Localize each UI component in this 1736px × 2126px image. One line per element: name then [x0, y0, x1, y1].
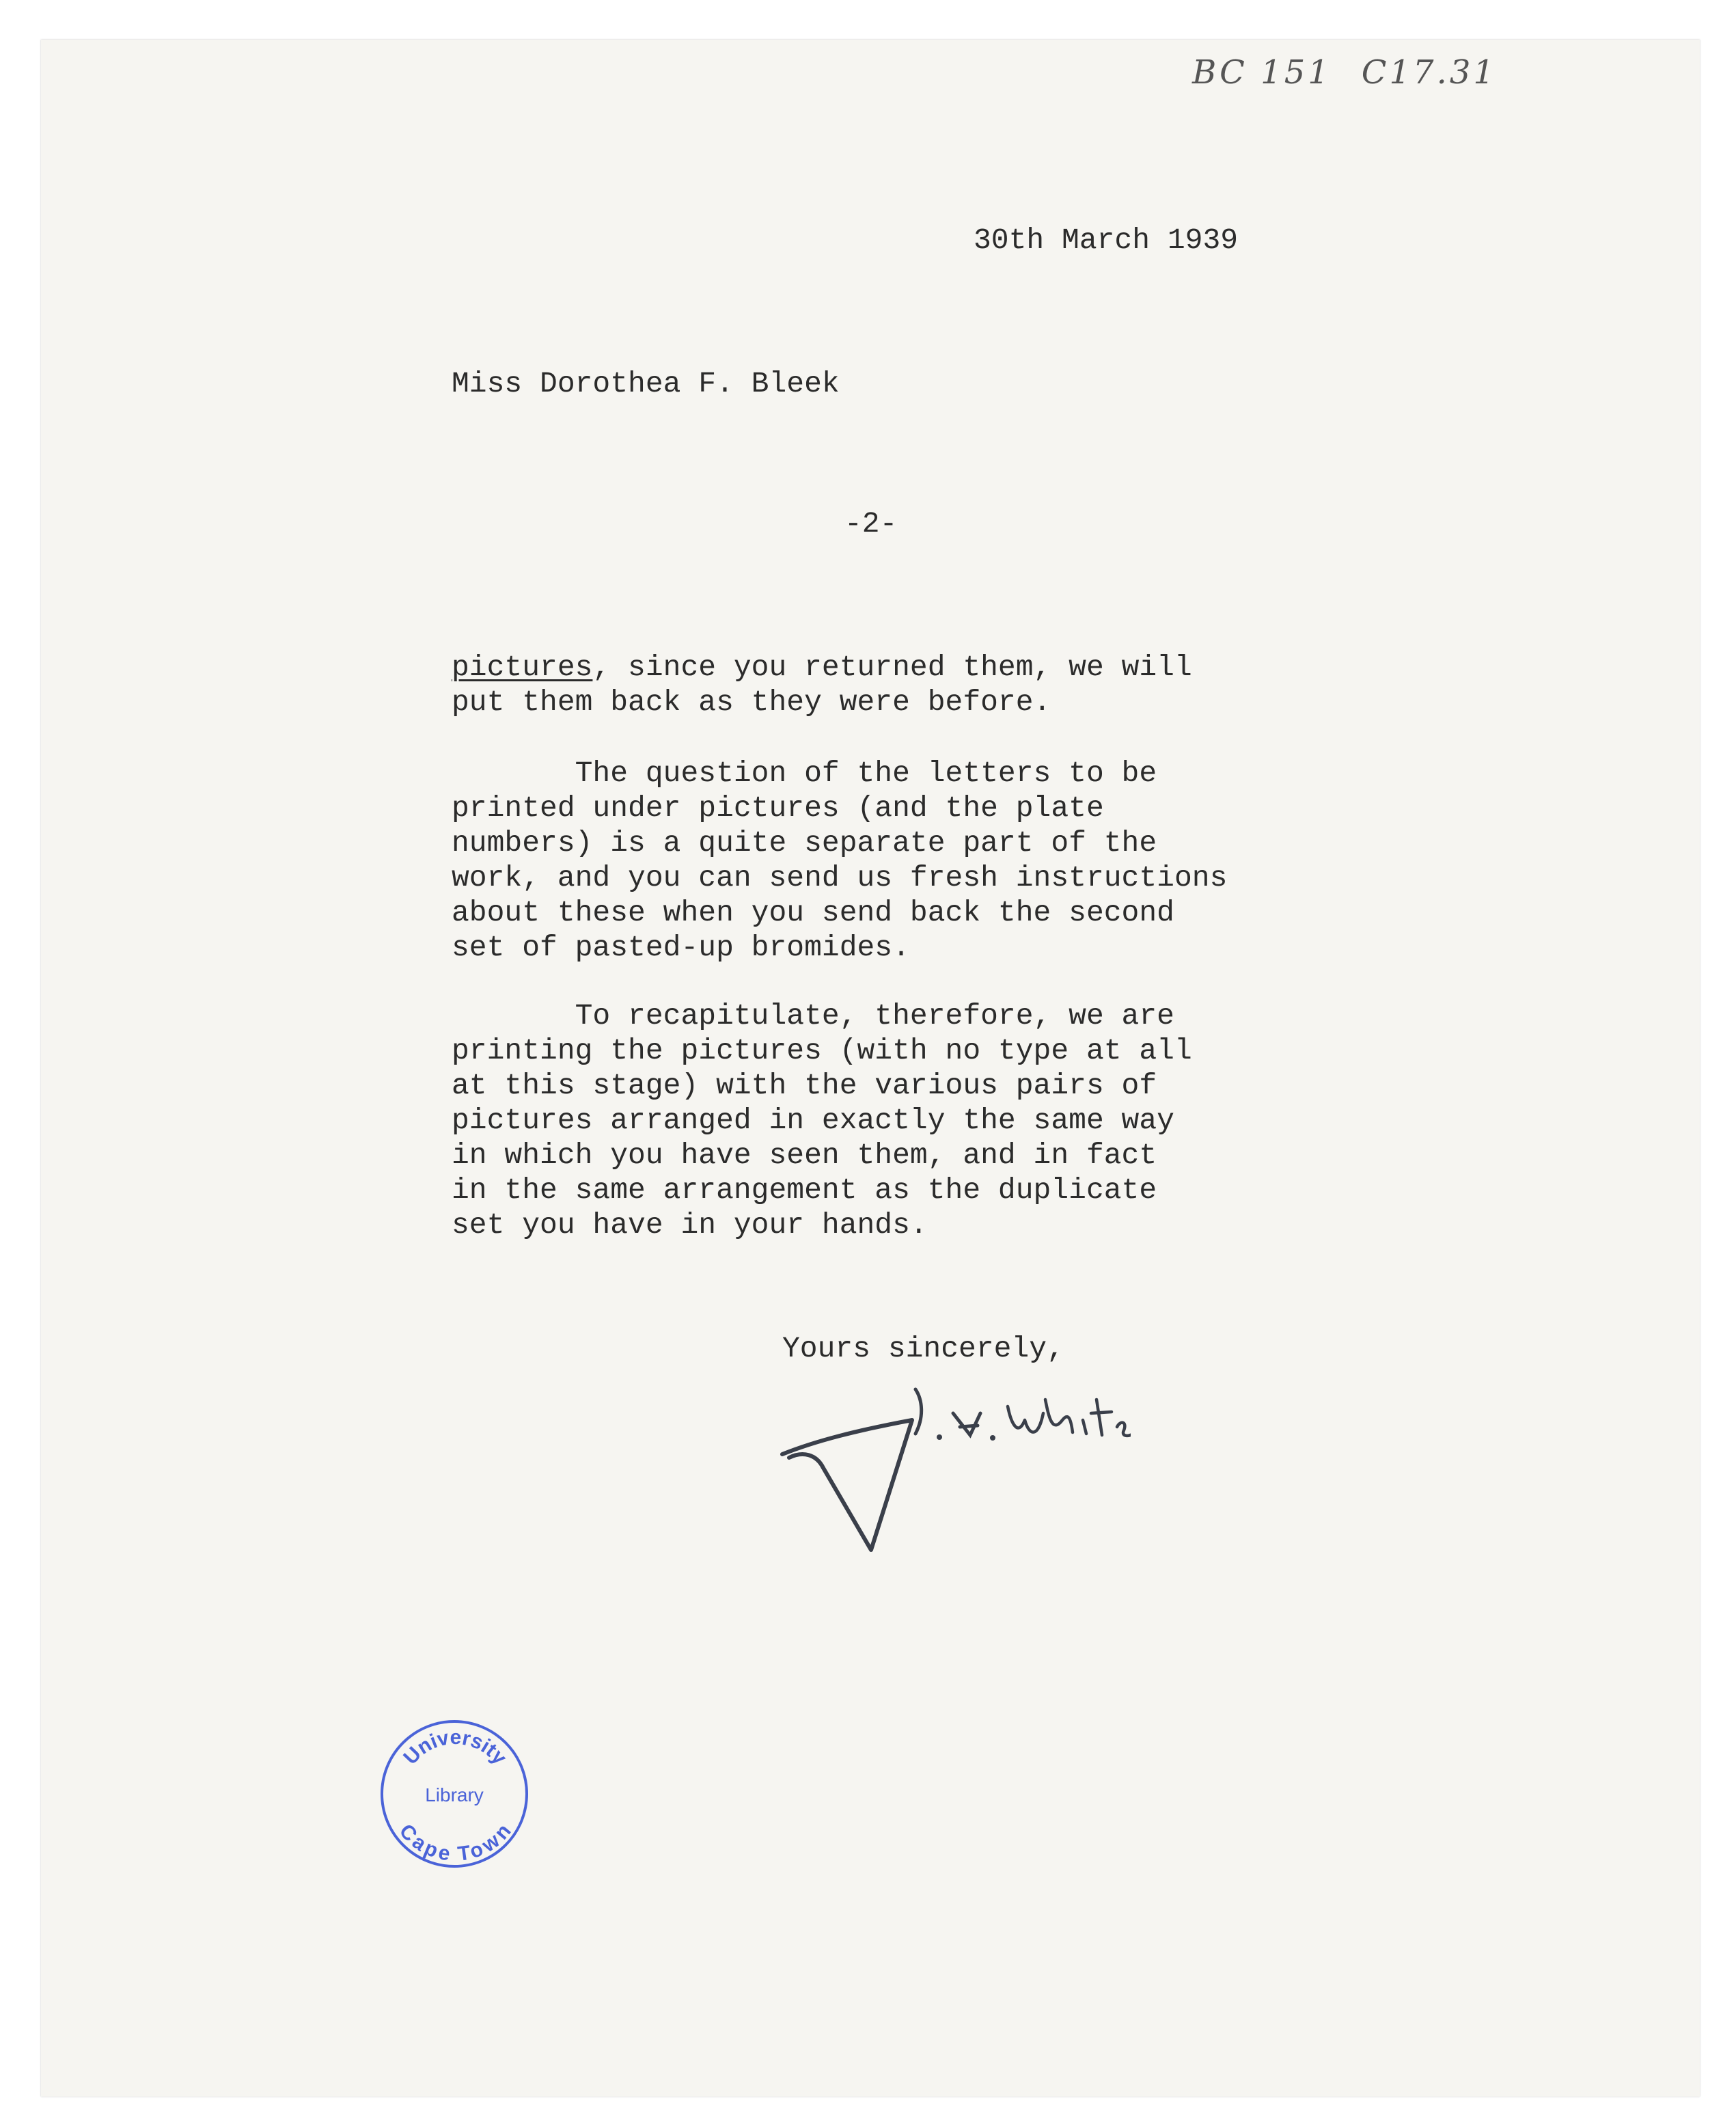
paragraph-line: put them back as they were before.	[452, 685, 1051, 719]
archive-ref-item: C17.31	[1361, 53, 1497, 92]
paragraph-line: set of pasted-up bromides.	[452, 931, 910, 964]
paragraph-line: printed under pictures (and the plate	[452, 791, 1104, 825]
page-number: -2-	[844, 507, 898, 541]
letter-date: 30th March 1939	[974, 223, 1239, 257]
stamp-bottom-text: Cape Town	[394, 1820, 516, 1866]
library-stamp	[376, 1715, 533, 1872]
paragraph-line: about these when you send back the second	[452, 896, 1174, 929]
paragraph-line: set you have in your hands.	[452, 1208, 928, 1242]
stamp-top-text: University	[399, 1726, 511, 1769]
paragraph-line: The question of the letters to be	[452, 757, 1157, 790]
paragraph-line: work, and you can send us fresh instructions	[452, 861, 1228, 895]
paragraph-line: in the same arrangement as the duplicate	[452, 1173, 1157, 1207]
signature-image	[775, 1372, 1131, 1577]
stamp-middle-text: Library	[425, 1784, 484, 1805]
closing: Yours sincerely,	[782, 1332, 1064, 1365]
recipient: Miss Dorothea F. Bleek	[452, 367, 840, 400]
letter-page	[41, 40, 1700, 2097]
line-text: , since you returned them, we will	[592, 651, 1192, 684]
paragraph-line: To recapitulate, therefore, we are	[452, 999, 1174, 1033]
paragraph-line: numbers) is a quite separate part of the	[452, 826, 1157, 860]
paragraph-2	[452, 756, 1227, 965]
paragraph-line: at this stage) with the various pairs of	[452, 1069, 1157, 1102]
paragraph-line: printing the pictures (with no type at all	[452, 1034, 1192, 1067]
paragraph-line: in which you have seen them, and in fact	[452, 1139, 1157, 1172]
paragraph-line: pictures arranged in exactly the same way	[452, 1104, 1174, 1137]
underlined-word: pictures	[452, 651, 593, 684]
paragraph-3	[452, 998, 1192, 1242]
archive-ref-box: BC 151	[1192, 53, 1332, 92]
paragraph-line	[452, 650, 1192, 685]
paragraph-1	[452, 650, 1192, 720]
archive-reference	[1192, 53, 1527, 92]
